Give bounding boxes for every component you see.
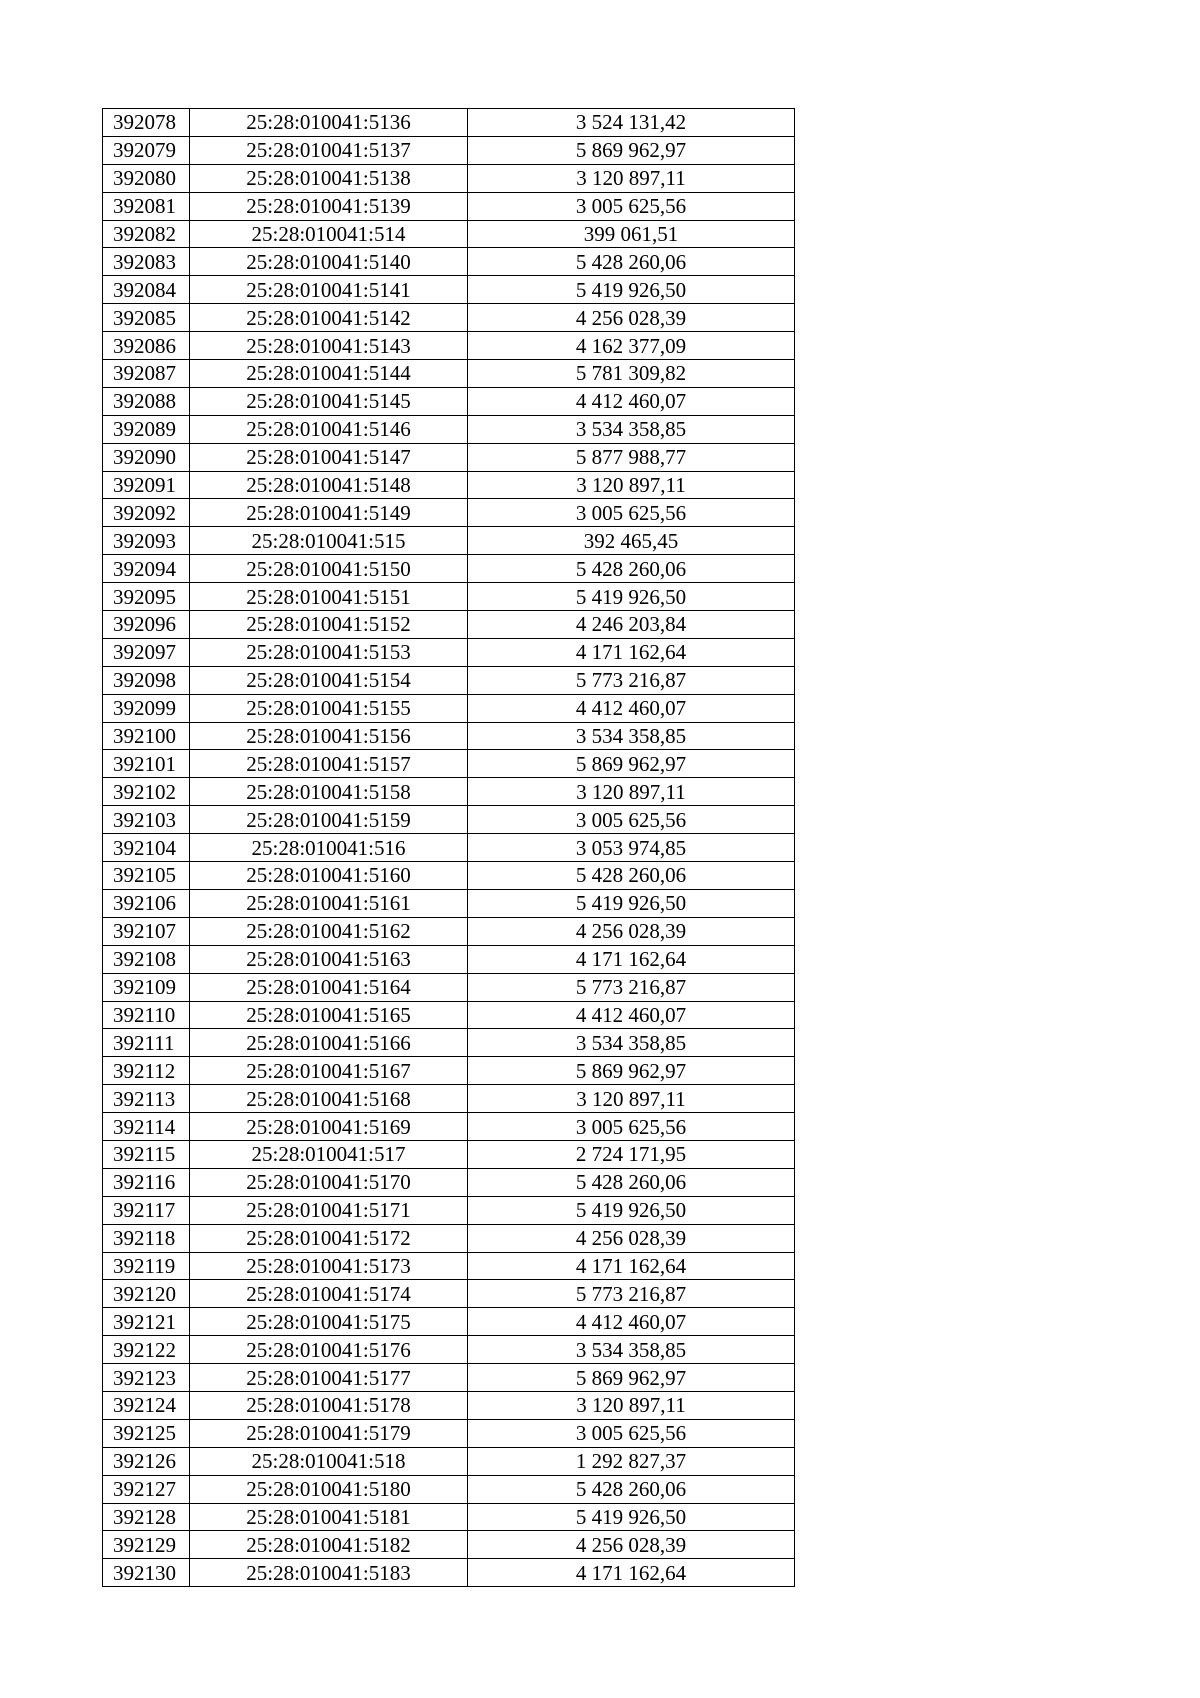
table-row [103, 387, 795, 415]
cadastral-number-cell: 25:28:010041:518 [190, 1447, 468, 1475]
row-number-cell: 392103 [103, 806, 190, 834]
row-number-cell: 392115 [103, 1140, 190, 1168]
cadastral-value-cell: 4 412 460,07 [468, 1308, 795, 1336]
table-row [103, 1503, 795, 1531]
cadastral-number-cell: 25:28:010041:5163 [190, 945, 468, 973]
row-number-cell: 392112 [103, 1057, 190, 1085]
row-number-cell: 392126 [103, 1447, 190, 1475]
row-number-cell: 392114 [103, 1113, 190, 1141]
row-number-cell: 392091 [103, 471, 190, 499]
cadastral-value-cell: 5 773 216,87 [468, 666, 795, 694]
row-number-cell: 392079 [103, 136, 190, 164]
cadastral-number-cell: 25:28:010041:5177 [190, 1364, 468, 1392]
cadastral-number-cell: 25:28:010041:5138 [190, 164, 468, 192]
table-row [103, 136, 795, 164]
row-number-cell: 392108 [103, 945, 190, 973]
row-number-cell: 392118 [103, 1224, 190, 1252]
cadastral-number-cell: 25:28:010041:5178 [190, 1391, 468, 1419]
cadastral-value-cell: 5 428 260,06 [468, 248, 795, 276]
cadastral-value-cell: 4 256 028,39 [468, 1224, 795, 1252]
cadastral-number-cell: 25:28:010041:515 [190, 527, 468, 555]
cadastral-number-cell: 25:28:010041:5145 [190, 387, 468, 415]
cadastral-value-table [102, 108, 795, 1587]
cadastral-value-cell: 5 428 260,06 [468, 1168, 795, 1196]
row-number-cell: 392089 [103, 415, 190, 443]
table-row [103, 304, 795, 332]
table-row [103, 192, 795, 220]
table-row [103, 778, 795, 806]
cadastral-value-cell: 4 256 028,39 [468, 304, 795, 332]
table-row [103, 555, 795, 583]
cadastral-value-cell: 5 781 309,82 [468, 360, 795, 388]
table-row [103, 694, 795, 722]
cadastral-number-cell: 25:28:010041:5144 [190, 360, 468, 388]
row-number-cell: 392117 [103, 1196, 190, 1224]
cadastral-number-cell: 25:28:010041:5152 [190, 611, 468, 639]
table-row [103, 1419, 795, 1447]
row-number-cell: 392125 [103, 1419, 190, 1447]
table-row [103, 583, 795, 611]
cadastral-value-cell: 4 171 162,64 [468, 1559, 795, 1587]
row-number-cell: 392098 [103, 666, 190, 694]
cadastral-number-cell: 25:28:010041:5143 [190, 332, 468, 360]
cadastral-value-cell: 4 162 377,09 [468, 332, 795, 360]
table-row [103, 220, 795, 248]
cadastral-value-cell: 3 053 974,85 [468, 834, 795, 862]
cadastral-value-cell: 3 534 358,85 [468, 1029, 795, 1057]
cadastral-value-cell: 4 412 460,07 [468, 387, 795, 415]
cadastral-number-cell: 25:28:010041:5136 [190, 109, 468, 137]
cadastral-value-cell: 3 534 358,85 [468, 722, 795, 750]
cadastral-number-cell: 25:28:010041:5162 [190, 917, 468, 945]
table-row [103, 834, 795, 862]
row-number-cell: 392101 [103, 750, 190, 778]
cadastral-number-cell: 25:28:010041:5181 [190, 1503, 468, 1531]
row-number-cell: 392122 [103, 1336, 190, 1364]
cadastral-number-cell: 25:28:010041:5149 [190, 499, 468, 527]
table-row [103, 499, 795, 527]
row-number-cell: 392084 [103, 276, 190, 304]
table-row [103, 1447, 795, 1475]
table-row [103, 415, 795, 443]
cadastral-number-cell: 25:28:010041:5156 [190, 722, 468, 750]
cadastral-value-cell: 4 256 028,39 [468, 1531, 795, 1559]
cadastral-number-cell: 25:28:010041:5174 [190, 1280, 468, 1308]
cadastral-number-cell: 25:28:010041:5157 [190, 750, 468, 778]
table-row [103, 471, 795, 499]
cadastral-value-cell: 3 005 625,56 [468, 1113, 795, 1141]
cadastral-value-cell: 3 005 625,56 [468, 192, 795, 220]
row-number-cell: 392107 [103, 917, 190, 945]
table-row [103, 1140, 795, 1168]
cadastral-value-cell: 5 419 926,50 [468, 1196, 795, 1224]
cadastral-value-cell: 5 869 962,97 [468, 1364, 795, 1392]
cadastral-value-cell: 4 412 460,07 [468, 694, 795, 722]
table-row [103, 1029, 795, 1057]
table-row [103, 1531, 795, 1559]
row-number-cell: 392085 [103, 304, 190, 332]
table-row [103, 248, 795, 276]
cadastral-number-cell: 25:28:010041:514 [190, 220, 468, 248]
row-number-cell: 392102 [103, 778, 190, 806]
cadastral-number-cell: 25:28:010041:5176 [190, 1336, 468, 1364]
row-number-cell: 392123 [103, 1364, 190, 1392]
table-row [103, 443, 795, 471]
cadastral-value-cell: 3 005 625,56 [468, 1419, 795, 1447]
row-number-cell: 392080 [103, 164, 190, 192]
cadastral-value-cell: 5 773 216,87 [468, 1280, 795, 1308]
row-number-cell: 392081 [103, 192, 190, 220]
cadastral-value-cell: 3 120 897,11 [468, 164, 795, 192]
table-row [103, 1085, 795, 1113]
row-number-cell: 392127 [103, 1475, 190, 1503]
cadastral-value-cell: 5 419 926,50 [468, 889, 795, 917]
row-number-cell: 392116 [103, 1168, 190, 1196]
cadastral-number-cell: 25:28:010041:5154 [190, 666, 468, 694]
table-row [103, 1391, 795, 1419]
table-row [103, 889, 795, 917]
table-row [103, 862, 795, 890]
row-number-cell: 392086 [103, 332, 190, 360]
cadastral-number-cell: 25:28:010041:5158 [190, 778, 468, 806]
table-row [103, 527, 795, 555]
row-number-cell: 392119 [103, 1252, 190, 1280]
cadastral-value-cell: 4 246 203,84 [468, 611, 795, 639]
cadastral-number-cell: 25:28:010041:5150 [190, 555, 468, 583]
cadastral-number-cell: 25:28:010041:5179 [190, 1419, 468, 1447]
row-number-cell: 392090 [103, 443, 190, 471]
table-row [103, 750, 795, 778]
cadastral-number-cell: 25:28:010041:5171 [190, 1196, 468, 1224]
cadastral-number-cell: 25:28:010041:5161 [190, 889, 468, 917]
table-row [103, 973, 795, 1001]
table-row [103, 164, 795, 192]
cadastral-value-cell: 5 428 260,06 [468, 1475, 795, 1503]
table-row [103, 109, 795, 137]
cadastral-number-cell: 25:28:010041:5169 [190, 1113, 468, 1141]
table-row [103, 1224, 795, 1252]
cadastral-value-cell: 5 428 260,06 [468, 862, 795, 890]
cadastral-number-cell: 25:28:010041:5139 [190, 192, 468, 220]
row-number-cell: 392100 [103, 722, 190, 750]
row-number-cell: 392096 [103, 611, 190, 639]
cadastral-number-cell: 25:28:010041:5153 [190, 638, 468, 666]
cadastral-value-cell: 399 061,51 [468, 220, 795, 248]
row-number-cell: 392111 [103, 1029, 190, 1057]
table-row [103, 722, 795, 750]
table-row [103, 1196, 795, 1224]
cadastral-value-cell: 5 419 926,50 [468, 276, 795, 304]
table-row [103, 1559, 795, 1587]
row-number-cell: 392104 [103, 834, 190, 862]
table-row [103, 360, 795, 388]
table-row [103, 1113, 795, 1141]
table-body [103, 109, 795, 1587]
cadastral-number-cell: 25:28:010041:5164 [190, 973, 468, 1001]
cadastral-number-cell: 25:28:010041:5141 [190, 276, 468, 304]
cadastral-value-cell: 4 171 162,64 [468, 638, 795, 666]
cadastral-number-cell: 25:28:010041:5140 [190, 248, 468, 276]
cadastral-number-cell: 25:28:010041:5142 [190, 304, 468, 332]
cadastral-number-cell: 25:28:010041:517 [190, 1140, 468, 1168]
cadastral-value-cell: 3 120 897,11 [468, 1085, 795, 1113]
cadastral-number-cell: 25:28:010041:5165 [190, 1001, 468, 1029]
row-number-cell: 392097 [103, 638, 190, 666]
cadastral-value-cell: 4 412 460,07 [468, 1001, 795, 1029]
row-number-cell: 392099 [103, 694, 190, 722]
cadastral-number-cell: 25:28:010041:5172 [190, 1224, 468, 1252]
cadastral-value-cell: 3 005 625,56 [468, 806, 795, 834]
cadastral-number-cell: 25:28:010041:5146 [190, 415, 468, 443]
cadastral-value-cell: 5 869 962,97 [468, 1057, 795, 1085]
cadastral-number-cell: 25:28:010041:5151 [190, 583, 468, 611]
cadastral-number-cell: 25:28:010041:5183 [190, 1559, 468, 1587]
row-number-cell: 392105 [103, 862, 190, 890]
cadastral-number-cell: 25:28:010041:5173 [190, 1252, 468, 1280]
table-row [103, 276, 795, 304]
cadastral-number-cell: 25:28:010041:516 [190, 834, 468, 862]
cadastral-number-cell: 25:28:010041:5168 [190, 1085, 468, 1113]
cadastral-value-cell: 4 171 162,64 [468, 945, 795, 973]
cadastral-value-cell: 3 534 358,85 [468, 415, 795, 443]
row-number-cell: 392078 [103, 109, 190, 137]
row-number-cell: 392121 [103, 1308, 190, 1336]
table-row [103, 332, 795, 360]
table-row [103, 917, 795, 945]
row-number-cell: 392130 [103, 1559, 190, 1587]
cadastral-number-cell: 25:28:010041:5137 [190, 136, 468, 164]
cadastral-value-cell: 5 877 988,77 [468, 443, 795, 471]
table-row [103, 611, 795, 639]
row-number-cell: 392092 [103, 499, 190, 527]
row-number-cell: 392083 [103, 248, 190, 276]
row-number-cell: 392120 [103, 1280, 190, 1308]
cadastral-number-cell: 25:28:010041:5170 [190, 1168, 468, 1196]
cadastral-number-cell: 25:28:010041:5167 [190, 1057, 468, 1085]
row-number-cell: 392110 [103, 1001, 190, 1029]
cadastral-number-cell: 25:28:010041:5182 [190, 1531, 468, 1559]
cadastral-value-cell: 3 120 897,11 [468, 1391, 795, 1419]
cadastral-number-cell: 25:28:010041:5180 [190, 1475, 468, 1503]
table-row [103, 1001, 795, 1029]
row-number-cell: 392124 [103, 1391, 190, 1419]
cadastral-value-cell: 5 428 260,06 [468, 555, 795, 583]
row-number-cell: 392087 [103, 360, 190, 388]
row-number-cell: 392128 [103, 1503, 190, 1531]
table-row [103, 666, 795, 694]
table-row [103, 806, 795, 834]
cadastral-value-cell: 5 419 926,50 [468, 1503, 795, 1531]
cadastral-value-cell: 5 869 962,97 [468, 136, 795, 164]
cadastral-value-cell: 5 869 962,97 [468, 750, 795, 778]
cadastral-number-cell: 25:28:010041:5155 [190, 694, 468, 722]
cadastral-value-cell: 2 724 171,95 [468, 1140, 795, 1168]
table-row [103, 1308, 795, 1336]
row-number-cell: 392094 [103, 555, 190, 583]
cadastral-value-cell: 3 524 131,42 [468, 109, 795, 137]
cadastral-number-cell: 25:28:010041:5175 [190, 1308, 468, 1336]
row-number-cell: 392088 [103, 387, 190, 415]
cadastral-number-cell: 25:28:010041:5148 [190, 471, 468, 499]
row-number-cell: 392109 [103, 973, 190, 1001]
cadastral-number-cell: 25:28:010041:5160 [190, 862, 468, 890]
cadastral-number-cell: 25:28:010041:5147 [190, 443, 468, 471]
table-row [103, 945, 795, 973]
table-row [103, 1280, 795, 1308]
table-row [103, 1057, 795, 1085]
row-number-cell: 392095 [103, 583, 190, 611]
table-row [103, 1364, 795, 1392]
row-number-cell: 392082 [103, 220, 190, 248]
cadastral-value-cell: 3 120 897,11 [468, 471, 795, 499]
cadastral-value-cell: 3 120 897,11 [468, 778, 795, 806]
cadastral-number-cell: 25:28:010041:5159 [190, 806, 468, 834]
cadastral-value-cell: 4 171 162,64 [468, 1252, 795, 1280]
cadastral-value-cell: 5 773 216,87 [468, 973, 795, 1001]
table-row [103, 1252, 795, 1280]
row-number-cell: 392113 [103, 1085, 190, 1113]
row-number-cell: 392106 [103, 889, 190, 917]
cadastral-value-cell: 5 419 926,50 [468, 583, 795, 611]
table-row [103, 1475, 795, 1503]
table-row [103, 1168, 795, 1196]
row-number-cell: 392093 [103, 527, 190, 555]
table-row [103, 1336, 795, 1364]
cadastral-value-cell: 392 465,45 [468, 527, 795, 555]
cadastral-number-cell: 25:28:010041:5166 [190, 1029, 468, 1057]
cadastral-value-cell: 3 005 625,56 [468, 499, 795, 527]
cadastral-value-cell: 4 256 028,39 [468, 917, 795, 945]
table-row [103, 638, 795, 666]
cadastral-value-cell: 3 534 358,85 [468, 1336, 795, 1364]
cadastral-value-cell: 1 292 827,37 [468, 1447, 795, 1475]
row-number-cell: 392129 [103, 1531, 190, 1559]
